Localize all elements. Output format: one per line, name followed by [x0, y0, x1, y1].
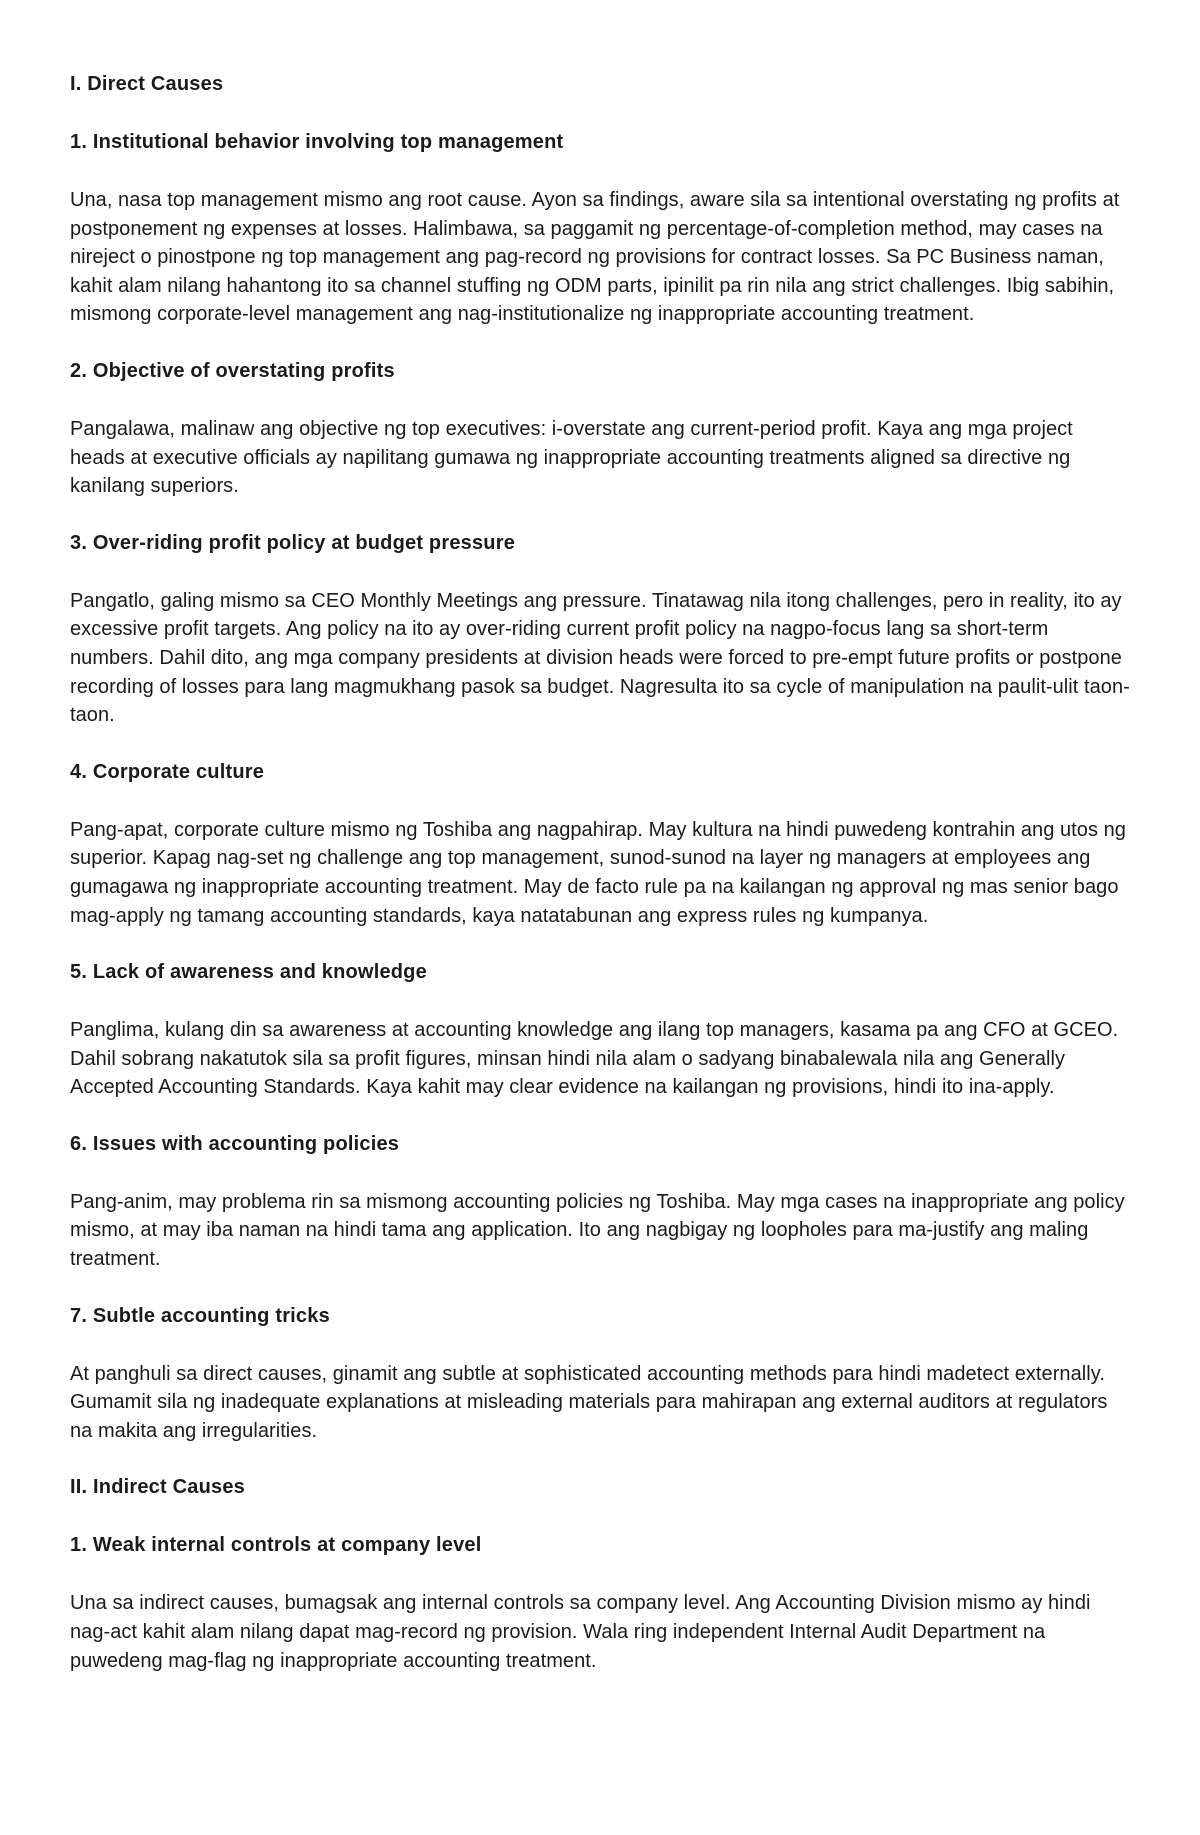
subheading-objective-overstating: 2. Objective of overstating profits: [70, 359, 395, 382]
section-title-direct-causes: I. Direct Causes: [70, 73, 224, 95]
paragraph-institutional-behavior: Una, nasa top management mismo ang root cause. Ayon sa findings, aware sila sa intentional overstating ng profits at postponement ng expenses at losses. Halimbawa, sa paggamit ng percentage-of-completion method, may cases na nireject o pinostpone ng top management ang pag-record ng provisions for contract losses. Sa PC Business naman, kahit alam nilang hahantong ito sa channel stuffing ng ODM parts, ipinilit pa rin nila ang strict challenges. Ibig sabihin, mismong corporate-level management ang nag-institutionalize ng inappropriate accounting treatment.: [70, 189, 1120, 326]
paragraph-lack-of-awareness: Panglima, kulang din sa awareness at accounting knowledge ang ilang top managers, kasama pa ang CFO at GCEO. Dahil sobrang nakatutok sila sa profit figures, minsan hindi nila alam o sadyang binabalewala nila ang Generally Accepted Accounting Standards. Kaya kahit may clear evidence na kailangan ng provisions, hindi ito ina-apply.: [70, 1019, 1119, 1099]
paragraph-accounting-policies: Pang-anim, may problema rin sa mismong accounting policies ng Toshiba. May mga cases na inappropriate ang policy mismo, at may iba naman na hindi tama ang application. Ito ang nagbigay ng loopholes para ma-justify ang maling treatment.: [70, 1190, 1125, 1271]
paragraph-over-riding-profit-policy: Pangatlo, galing mismo sa CEO Monthly Meetings ang pressure. Tinatawag nila itong challenges, pero in reality, ito ay excessive profit targets. Ang policy na ito ay over-riding current profit policy na nagpo-focus lang sa short-term numbers. Dahil dito, ang mga company presidents at division heads were forced to pre-empt future profits or postpone recording of losses para lang magmukhang pasok sa budget. Nagresulta ito sa cycle of manipulation na paulit-ulit taon-taon.: [70, 589, 1130, 727]
subheading-subtle-accounting-tricks: 7. Subtle accounting tricks: [70, 1304, 330, 1327]
paragraph-objective-overstating: Pangalawa, malinaw ang objective ng top executives: i-overstate ang current-period profit. Kaya ang mga project heads at executive officials ay napilitang gumawa ng inappropriate accounting treatments aligned sa directive ng kanilang superiors.: [70, 417, 1073, 498]
subheading-institutional-behavior: 1. Institutional behavior involving top management: [70, 131, 564, 153]
subheading-accounting-policies: 6. Issues with accounting policies: [70, 1132, 400, 1155]
subheading-over-riding-profit-policy: 3. Over-riding profit policy at budget pressure: [70, 531, 516, 554]
subheading-weak-internal-controls: 1. Weak internal controls at company level: [70, 1534, 482, 1557]
paragraph-corporate-culture: Pang-apat, corporate culture mismo ng Toshiba ang nagpahirap. May kultura na hindi puwedeng kontrahin ang utos ng superior. Kapag nag-set ng challenge ang top management, sunod-sunod na layer ng managers at employees ang gumagawa ng inappropriate accounting treatment. May de facto rule pa na kailangan ng approval ng mas senior bago mag-apply ng tamang accounting standards, kaya natatabunan ang express rules ng kumpanya.: [70, 818, 1126, 927]
paragraph-subtle-accounting-tricks: At panghuli sa direct causes, ginamit ang subtle at sophisticated accounting methods para hindi madetect externally. Gumamit sila ng inadequate explanations at misleading materials para mahirapan ang external auditors at regulators na makita ang irregularities.: [70, 1362, 1108, 1442]
subheading-lack-of-awareness: 5. Lack of awareness and knowledge: [70, 961, 427, 984]
paragraph-weak-internal-controls: Una sa indirect causes, bumagsak ang internal controls sa company level. Ang Accounting Division mismo ay hindi nag-act kahit alam nilang dapat mag-record ng provision. Wala ring independent Internal Audit Department na puwedeng mag-flag ng inappropriate accounting treatment.: [70, 1592, 1091, 1672]
subheading-corporate-culture: 4. Corporate culture: [70, 760, 265, 783]
section-title-indirect-causes: II. Indirect Causes: [70, 1476, 245, 1499]
